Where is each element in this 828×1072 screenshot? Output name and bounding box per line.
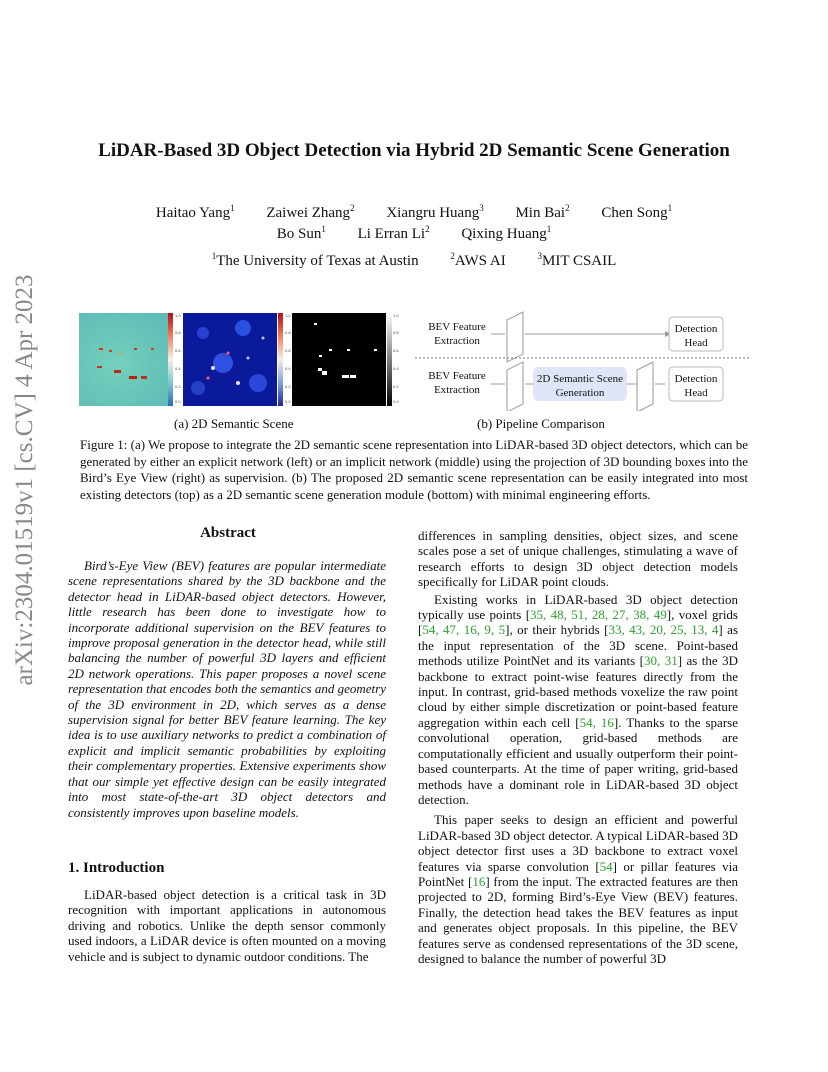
bev-label-map xyxy=(292,313,386,406)
authors-row-1 xyxy=(0,203,828,222)
abstract-heading: Abstract xyxy=(200,525,256,541)
detection-head-bottom-label: Detection Head xyxy=(674,373,718,399)
affiliation: $^3$MIT CSAIL xyxy=(537,251,617,269)
colorbar xyxy=(168,313,173,406)
detection-head-top-label: Detection Head xyxy=(674,323,718,349)
bev-extraction-top-label: BEV Feature Extraction xyxy=(428,321,486,347)
tick-label: 0.8 xyxy=(393,330,399,335)
author: Bo Sun$^1$ xyxy=(276,224,326,242)
author: Xiangru Huang$^3$ xyxy=(386,203,484,221)
subcaption-a: (a) 2D Semantic Scene xyxy=(174,416,294,431)
author: Zaiwei Zhang$^2$ xyxy=(266,203,355,221)
tick-label: 0.2 xyxy=(393,384,399,389)
tick-label: 0.2 xyxy=(175,384,181,389)
bev-extraction-bottom-label: BEV Feature Extraction xyxy=(428,370,486,396)
tick-label: 0.8 xyxy=(285,330,291,335)
citation-link[interactable]: 33, 43, 20, 25, 13, 4 xyxy=(608,622,719,638)
citation-link[interactable]: 30, 31 xyxy=(644,653,678,669)
author: Min Bai$^2$ xyxy=(515,203,570,221)
backbone-trapezoid xyxy=(507,312,523,362)
citation-link[interactable]: 54, 47, 16, 9, 5 xyxy=(422,622,506,638)
paper-title: LiDAR-Based 3D Object Detection via Hybrid 2D Semantic Scene Generation xyxy=(98,140,730,161)
explicit-heatmap-graphic xyxy=(79,313,173,406)
backbone-trapezoid xyxy=(507,362,523,411)
arxiv-id: arXiv:2304.01519v1 [cs.CV] 4 Apr 2023 xyxy=(11,274,38,686)
tick-label: 0.6 xyxy=(393,348,399,353)
tick-label: 1.0 xyxy=(285,313,291,318)
intro-heading: 1. Introduction xyxy=(68,860,165,876)
author: Li Erran Li$^2$ xyxy=(357,224,430,242)
tick-label: 1.0 xyxy=(393,313,399,318)
explicit-heatmap xyxy=(79,313,173,406)
tick-label: 0.0 xyxy=(393,399,399,404)
arxiv-stamp xyxy=(10,274,40,686)
tick-label: 0.8 xyxy=(175,330,181,335)
author: Haitao Yang$^1$ xyxy=(155,203,235,221)
intro-body xyxy=(68,887,386,964)
head-trapezoid xyxy=(637,362,653,411)
affiliation: $^2$AWS AI xyxy=(450,251,506,269)
tick-label: 0.0 xyxy=(285,399,291,404)
right-column xyxy=(418,528,738,966)
author: Chen Song$^1$ xyxy=(601,203,673,221)
tick-label: 1.0 xyxy=(175,313,181,318)
tick-label: 0.2 xyxy=(285,384,291,389)
paragraph: This paper seeks to design an efficient and powerful LiDAR-based 3D object detector. A typical LiDAR-based 3D object detector first uses a 3D backbone to extract voxel features via sparse convolution [54] or pillar features via PointNet [16] from the input. The extracted features are then projected to 2D, forming Bird’s-Eye View (BEV) features. Finally, the detection head takes the BEV features as input and generates object proposals. In this pipeline, the BEV features serve as condensed representations of the 3D scene, designed to balance the number of powerful 3D xyxy=(418,812,738,966)
paragraph: Existing works in LiDAR-based 3D object detection typically use points [35, 48, 51, 28, 27, 38, 49], voxel grids [54, 47, 16, 9, 5], or their hybrids [33, 43, 20, 25, 13, 4] as the input representation of the 3D scene. Point-based methods utilize PointNet and its variants [30, 31] as the 3D backbone to extract point-wise features directly from the input. In contrast, grid-based methods voxelize the raw point cloud by either simple discretization or point-based feature aggregation within each cell [54, 16]. Thanks to the sparse convolutional operation, grid-based methods are computationally efficient and usually outperform their point-based counterparts. At the time of paper writing, grid-based methods have a dominant role in LiDAR-based 3D object detection. xyxy=(418,591,739,807)
figure-caption: Figure 1: (a) We propose to integrate the 2D semantic scene representation into LiDAR-based 3D object detectors, which can be generated by either an explicit network (left) or an implicit network (middle) using the projection of 3D bounding boxes into the Bird’s Eye View (right) as supervision. (b) The proposed 2D semantic scene representation can be easily integrated into most existing detectors (top) as a 2D semantic scene generation module (bottom) with minimal engineering efforts. xyxy=(80,437,748,502)
colorbar xyxy=(387,313,392,406)
intro-paragraph: LiDAR-based object detection is a critical task in 3D recognition with important applications in autonomous driving and robotics. Unlike the depth sensor commonly used indoors, a LiDAR device is often mounted on a moving vehicle and is subject to dynamic outdoor conditions. The xyxy=(68,887,386,964)
subcaption-b: (b) Pipeline Comparison xyxy=(477,416,605,431)
tick-label: 0.4 xyxy=(175,366,181,371)
citation-link[interactable]: 35, 48, 51, 28, 27, 38, 49 xyxy=(530,607,667,623)
implicit-heatmap-graphic xyxy=(183,313,277,406)
colorbar xyxy=(278,313,283,406)
paragraph: differences in sampling densities, object sizes, and scene scales pose a set of unique challenges, stimulating a wave of research efforts to design 3D object detection models specifically for LiDAR point clouds. xyxy=(418,528,738,590)
tick-label: 0.4 xyxy=(285,366,291,371)
tick-label: 0.0 xyxy=(175,399,181,404)
affiliation: $^1$The University of Texas at Austin xyxy=(211,251,419,269)
authors-row-2 xyxy=(0,224,828,243)
citation-link[interactable]: 54, 16 xyxy=(579,714,614,730)
citation-link[interactable]: 54 xyxy=(599,858,613,874)
abstract-text: Bird’s-Eye View (BEV) features are popular intermediate scene representations shared by the 3D backbone and the detector head in LiDAR-based object detectors. However, little research has been done to investigate how to incorporate additional supervision on the BEV features to improve proposal generation in the detector head, while still balancing the number of powerful 3D layers and efficient 2D network operations. This paper proposes a novel scene representation that encodes both the semantics and geometry of the 3D environment in 2D, which serves as a dense supervision signal for better BEV feature learning. The key idea is to use auxiliary networks to predict a combination of explicit and implicit semantic probabilities by exploiting their complementary properties. Extensive experiments show that our simple yet effective design can be easily integrated into most state-of-the-art 3D object detectors and consistently improves upon baseline models. xyxy=(68,558,386,820)
abstract-body xyxy=(68,558,386,820)
implicit-heatmap xyxy=(183,313,277,406)
bev-label-map-graphic xyxy=(292,313,386,406)
colorbar-ticks xyxy=(393,313,405,406)
tick-label: 0.6 xyxy=(175,348,181,353)
ssg-label: 2D Semantic Scene Generation xyxy=(536,373,624,399)
tick-label: 0.6 xyxy=(285,348,291,353)
tick-label: 0.4 xyxy=(393,366,399,371)
affiliations xyxy=(0,251,828,270)
citation-link[interactable]: 16 xyxy=(472,873,486,889)
author: Qixing Huang$^1$ xyxy=(461,224,552,242)
